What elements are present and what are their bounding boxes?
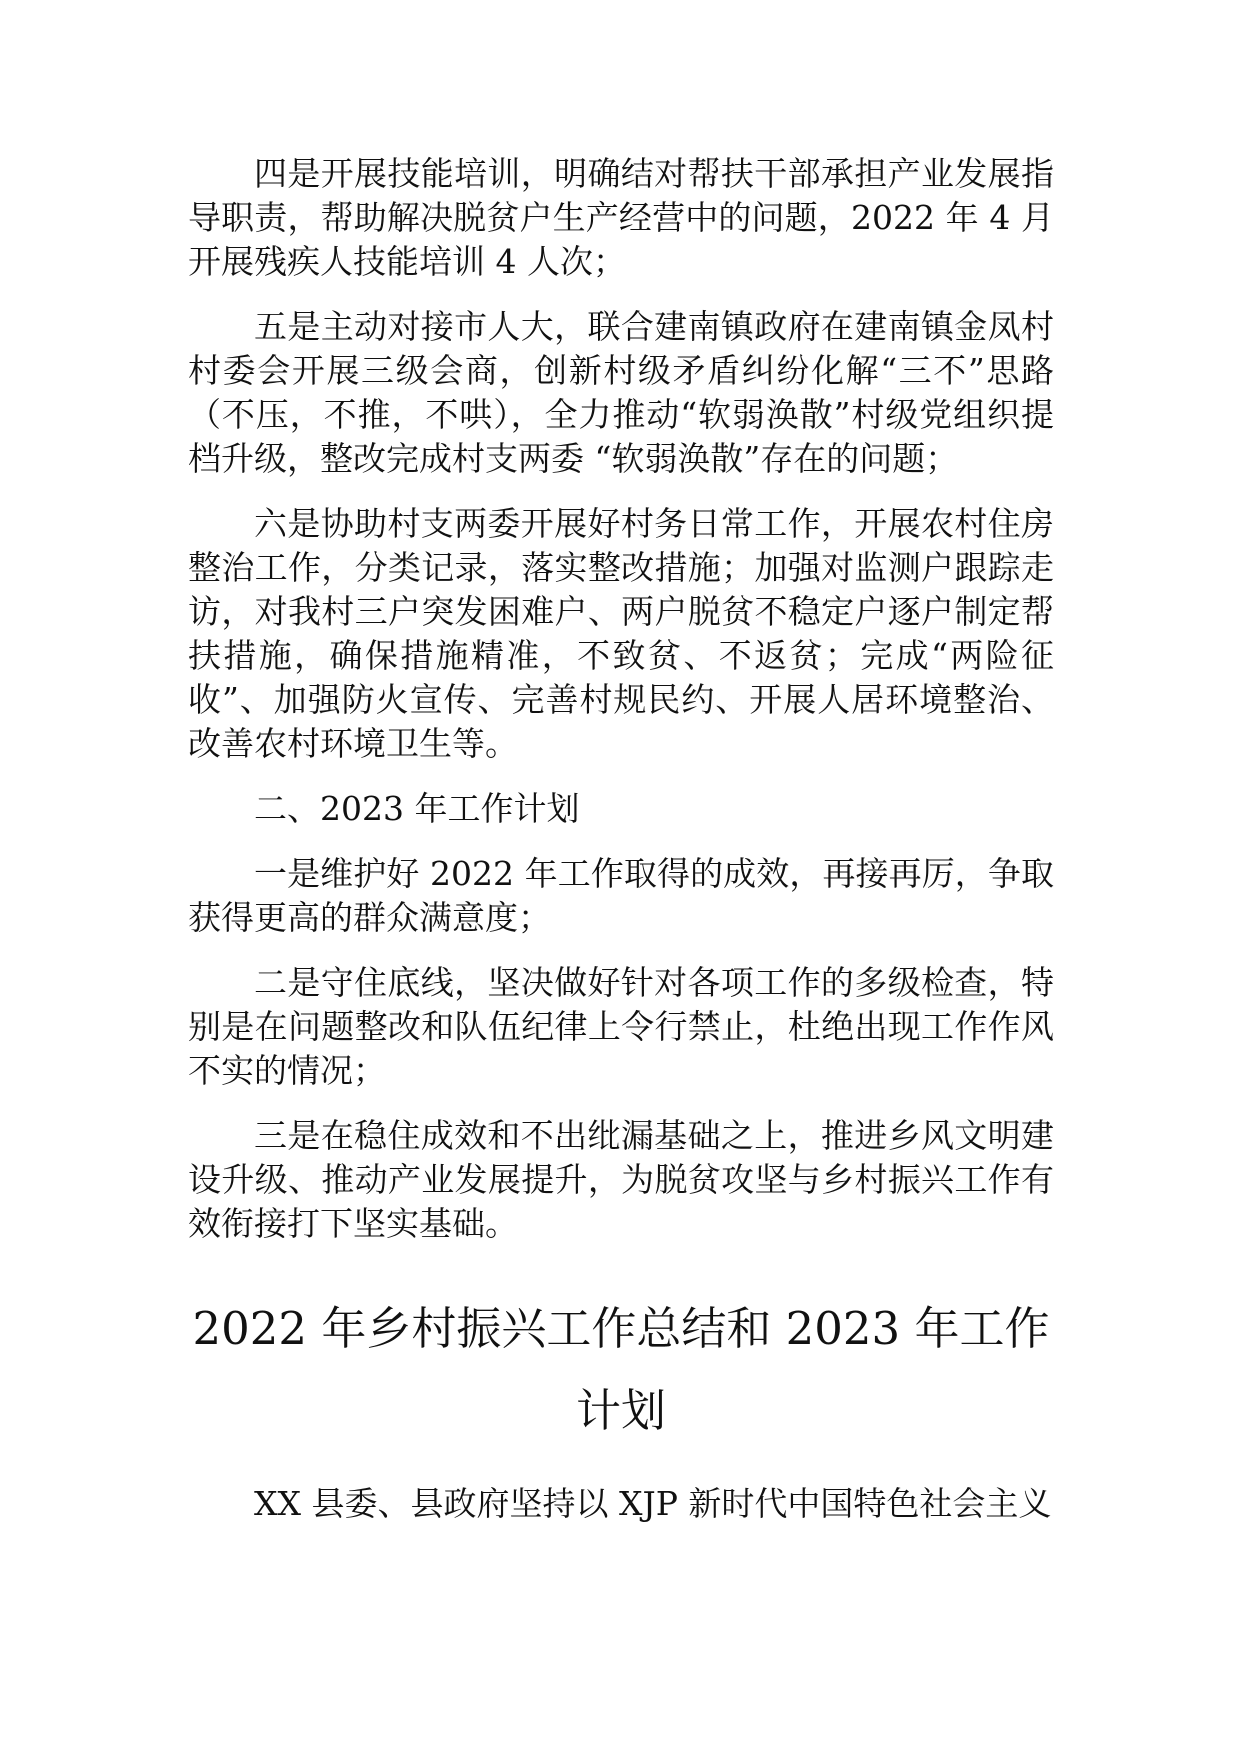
document-title: 2022 年乡村振兴工作总结和 2023 年工作计划: [192, 1302, 1050, 1437]
section-heading-2023-plan: 二、2023 年工作计划: [254, 789, 580, 828]
paragraph-village-affairs: 六是协助村支两委开展好村务日常工作，开展农村住房整治工作，分类记录，落实整改措施；加强对监测户跟踪走访，对我村三户突发困难户、两户脱贫不稳定户逐户制定帮扶措施，确保措施精准，不致贫、不返贫；完成“两险征收”、加强防火宣传、完善村规民约、开展人居环境整治、改善农村环境卫生等。: [188, 504, 1054, 763]
paragraph-three-level-consultation: 五是主动对接市人大，联合建南镇政府在建南镇金凤村村委会开展三级会商，创新村级矛盾纠纷化解“三不”思路（不压，不推，不哄），全力推动“软弱涣散”村级党组织提档升级，整改完成村支两委 “软弱涣散”存在的问题；: [188, 307, 1054, 478]
paragraph-plan-two: 二是守住底线，坚决做好针对各项工作的多级检查，特别是在问题整改和队伍纪律上令行禁止，杜绝出现工作作风不实的情况；: [188, 963, 1054, 1090]
paragraph-plan-one: 一是维护好 2022 年工作取得的成效，再接再厉，争取获得更高的群众满意度；: [188, 854, 1054, 937]
document-content: [188, 152, 1054, 1526]
paragraph-plan-three: 三是在稳住成效和不出纰漏基础之上，推进乡风文明建设升级、推动产业发展提升，为脱贫攻坚与乡村振兴工作有效衔接打下坚实基础。: [188, 1116, 1054, 1243]
paragraph-intro: XX 县委、县政府坚持以 XJP 新时代中国特色社会主义: [254, 1484, 1052, 1523]
paragraph-skills-training: 四是开展技能培训，明确结对帮扶干部承担产业发展指导职责，帮助解决脱贫户生产经营中的问题，2022 年 4 月开展残疾人技能培训 4 人次；: [188, 154, 1054, 281]
